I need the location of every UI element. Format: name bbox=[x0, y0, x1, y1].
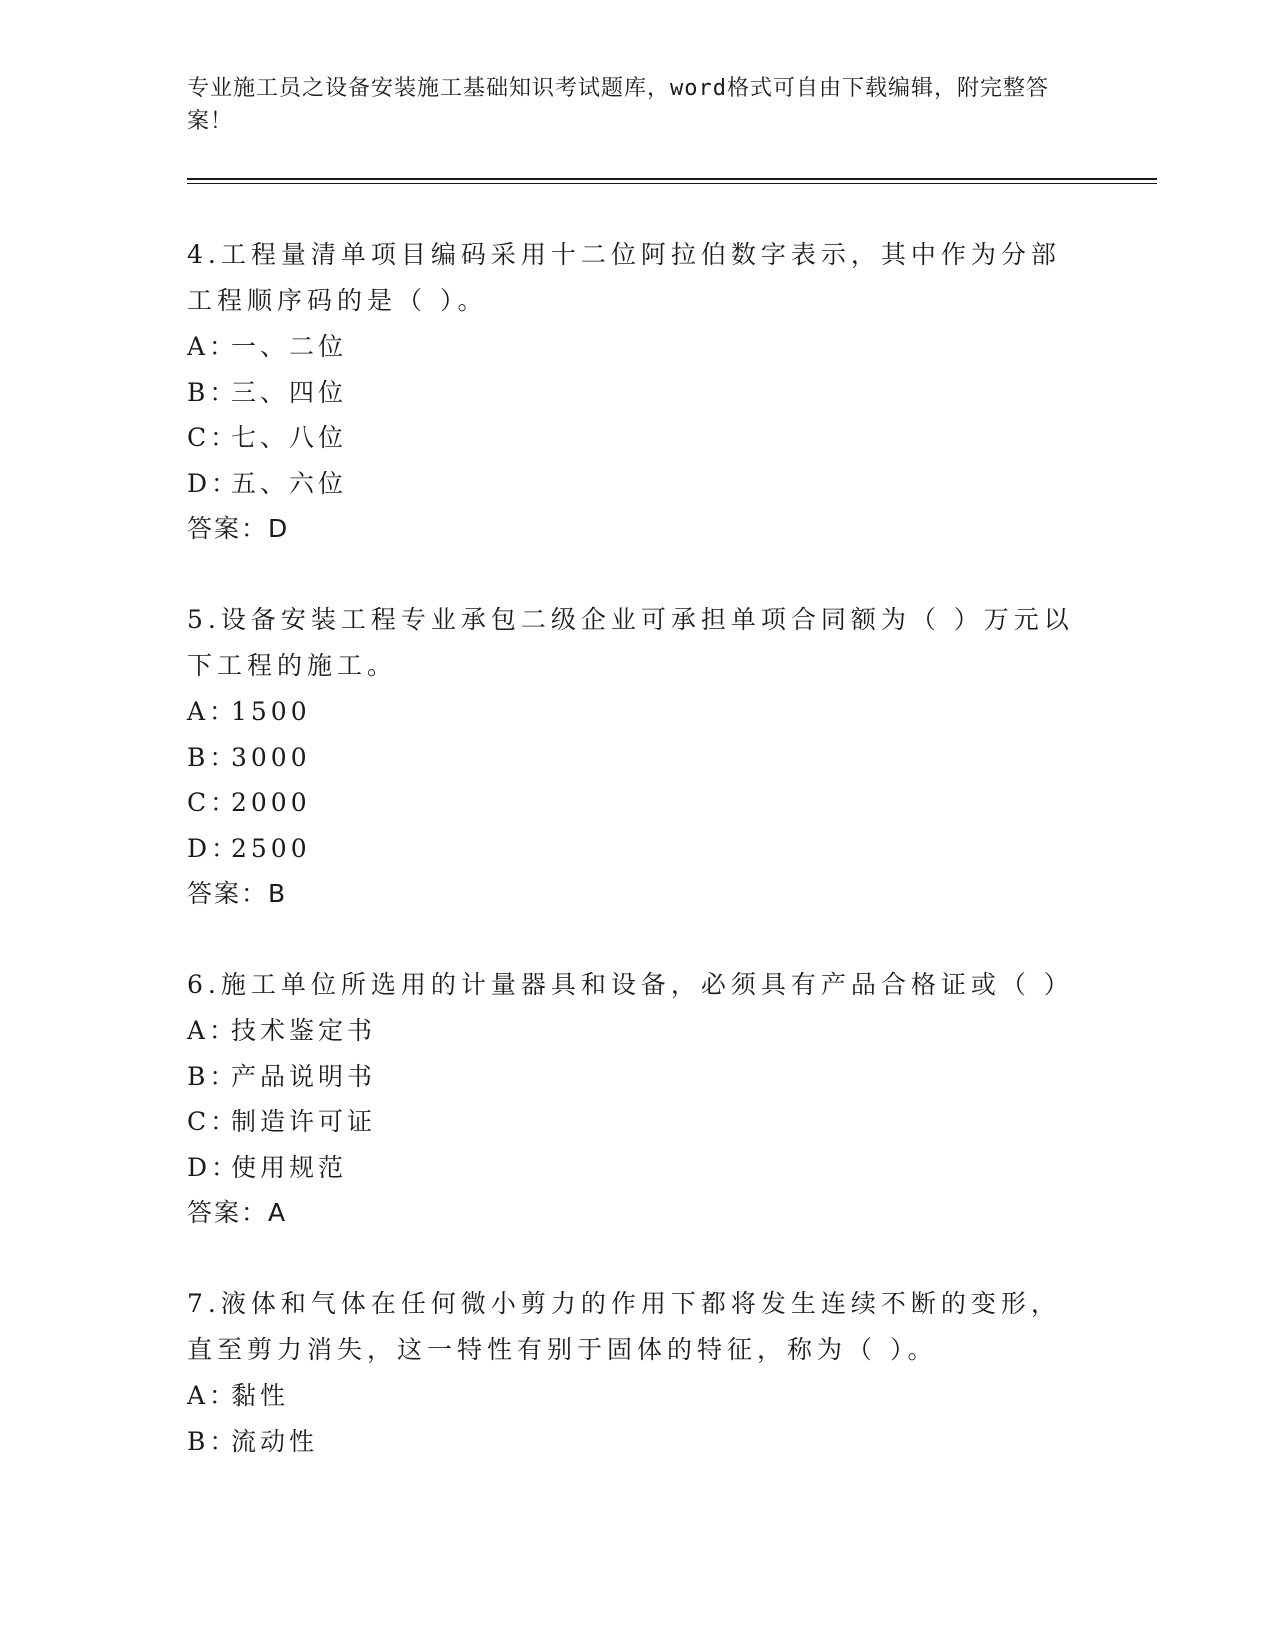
option-b bbox=[187, 1419, 1087, 1465]
answer-label: 答案：D bbox=[187, 514, 290, 543]
question-6 bbox=[187, 962, 1087, 1236]
option-text: 五、六位 bbox=[231, 468, 348, 498]
question-stem: 6.施工单位所选用的计量器具和设备，必须具有产品合格证或（ ） bbox=[187, 970, 1074, 999]
option-key: C： bbox=[187, 423, 240, 452]
option-key: C： bbox=[187, 1107, 240, 1136]
question-stem: 4.工程量清单项目编码采用十二位阿拉伯数字表示，其中作为分部工程顺序码的是（ ）。 bbox=[187, 240, 1061, 315]
option-text: 流动性 bbox=[231, 1426, 319, 1456]
option-c bbox=[187, 780, 1087, 826]
header-divider-thick bbox=[187, 178, 1157, 180]
option-key: A： bbox=[187, 332, 239, 361]
option-b bbox=[187, 735, 1087, 781]
option-text: 七、八位 bbox=[231, 423, 348, 452]
option-b bbox=[187, 1054, 1087, 1100]
option-key: C： bbox=[187, 788, 240, 817]
option-text: 黏性 bbox=[231, 1381, 290, 1410]
option-key: D： bbox=[187, 1152, 241, 1182]
option-b bbox=[187, 370, 1087, 416]
option-text: 制造许可证 bbox=[231, 1107, 377, 1136]
option-text: 2000 bbox=[231, 788, 311, 817]
answer-label: 答案：B bbox=[187, 879, 288, 908]
option-text: 技术鉴定书 bbox=[231, 1016, 377, 1045]
option-key: B： bbox=[187, 377, 239, 407]
question-4 bbox=[187, 232, 1087, 552]
option-key: D： bbox=[187, 833, 241, 863]
question-stem: 5.设备安装工程专业承包二级企业可承担单项合同额为（ ）万元以下工程的施工。 bbox=[187, 605, 1074, 680]
option-d bbox=[187, 461, 1087, 507]
option-a bbox=[187, 1008, 1087, 1054]
option-key: D： bbox=[187, 468, 241, 498]
header-divider-thin bbox=[187, 183, 1157, 184]
option-c bbox=[187, 415, 1087, 461]
option-text: 产品说明书 bbox=[231, 1061, 377, 1091]
answer-label: 答案：A bbox=[187, 1198, 288, 1227]
option-c bbox=[187, 1099, 1087, 1145]
option-key: B： bbox=[187, 742, 239, 772]
option-text: 2500 bbox=[231, 833, 311, 863]
option-key: A： bbox=[187, 1381, 239, 1410]
option-a bbox=[187, 1373, 1087, 1419]
option-key: A： bbox=[187, 697, 239, 726]
option-text: 三、四位 bbox=[231, 377, 348, 407]
option-text: 一、二位 bbox=[231, 332, 348, 361]
document-header: 专业施工员之设备安装施工基础知识考试题库，word格式可自由下载编辑，附完整答案！ bbox=[187, 76, 1049, 134]
option-d bbox=[187, 1145, 1087, 1191]
option-text: 1500 bbox=[231, 697, 311, 726]
option-key: B： bbox=[187, 1426, 239, 1456]
option-text: 3000 bbox=[231, 742, 311, 772]
question-7 bbox=[187, 1281, 1087, 1464]
option-a bbox=[187, 324, 1087, 370]
option-key: A： bbox=[187, 1016, 239, 1045]
option-text: 使用规范 bbox=[231, 1152, 348, 1182]
question-list bbox=[187, 232, 1087, 1509]
question-5 bbox=[187, 597, 1087, 917]
option-d bbox=[187, 826, 1087, 872]
option-a bbox=[187, 689, 1087, 735]
question-stem: 7.液体和气体在任何微小剪力的作用下都将发生连续不断的变形，直至剪力消失，这一特性有别于固体的特征，称为（ ）。 bbox=[187, 1289, 1061, 1364]
option-key: B： bbox=[187, 1061, 239, 1091]
document-page bbox=[187, 0, 1157, 1650]
